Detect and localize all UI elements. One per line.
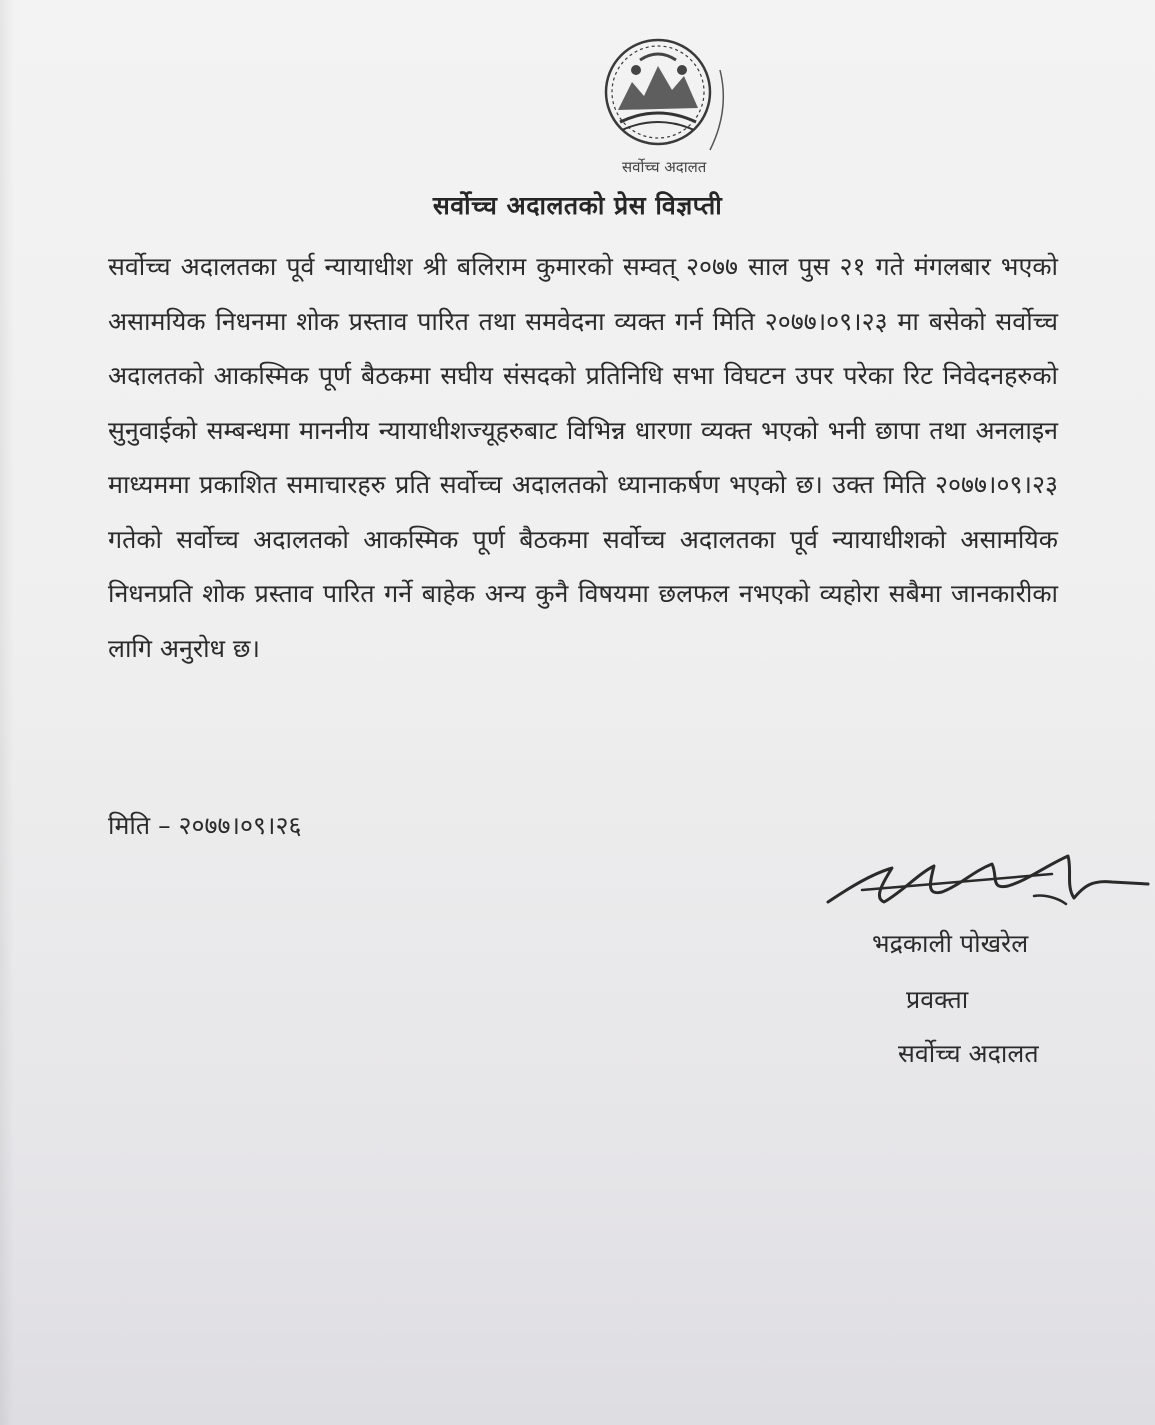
page-title: सर्वोच्च अदालतको प्रेस विज्ञप्ती: [432, 191, 723, 220]
court-emblem-icon: [570, 30, 770, 200]
release-date: मिति – २०७७।०९।२६: [108, 811, 302, 840]
signatory-role: प्रवक्ता: [906, 985, 969, 1014]
handwritten-signature-icon: [822, 846, 1152, 922]
seal-caption: सर्वोच्च अदालत: [622, 158, 707, 176]
signatory-name: भद्रकाली पोखरेल: [872, 929, 1029, 958]
signatory-organization: सर्वोच्च अदालत: [898, 1039, 1039, 1068]
press-release-body: सर्वोच्च अदालतका पूर्व न्यायाधीश श्री बलिराम कुमारको सम्वत् २०७७ साल पुस २१ गते मंगलबार भएको असामयिक निधनमा शोक प्रस्ताव पारित तथा समवेदना व्यक्त गर्न मिति २०७७।०९।२३ मा बसेको सर्वोच्च अदालतको आकस्मिक पूर्ण बैठकमा सघीय संसदको प्रतिनिधि सभा विघटन उपर परेका रिट निवेदनहरुको सुनुवाईको सम्बन्धमा माननीय न्यायाधीशज्यूहरुबाट विभिन्न धारणा व्यक्त भएको भनी छापा तथा अनलाइन माध्यममा प्रकाशित समाचारहरु प्रति सर्वोच्च अदालतको ध्यानाकर्षण भएको छ। उक्त मिति २०७७।०९।२३ गतेको सर्वोच्च अदालतको आकस्मिक पूर्ण बैठकमा सर्वोच्च अदालतका पूर्व न्यायाधीशको असामयिक निधनप्रति शोक प्रस्ताव पारित गर्ने बाहेक अन्य कुनै विषयमा छलफल नभएको व्यहोरा सबैमा जानकारीका लागि अनुरोध छ।: [108, 252, 1058, 663]
